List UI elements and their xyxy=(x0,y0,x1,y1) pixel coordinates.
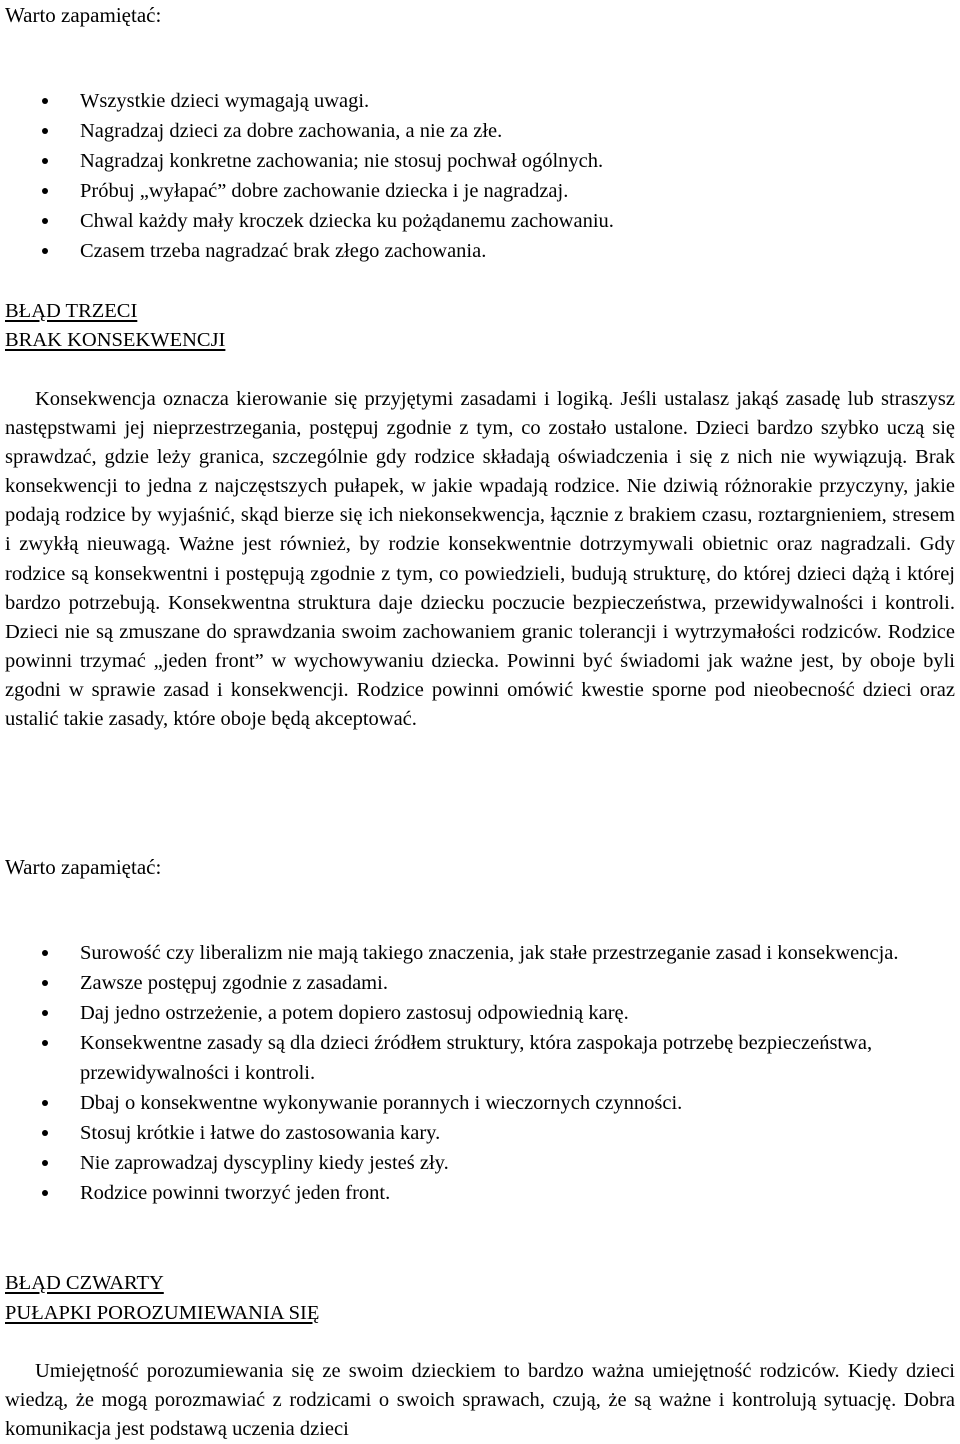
list-item xyxy=(0,968,900,998)
error-three-title: BŁĄD TRZECI xyxy=(5,300,138,322)
list-item-text: Czasem trzeba nagradzać brak złego zachowania. xyxy=(80,240,487,262)
error-three-paragraph xyxy=(5,385,955,734)
bullet-icon xyxy=(42,1130,48,1136)
paragraph-text: Umiejętność porozumiewania się ze swoim dzieckiem to bardzo ważna umiejętność rodziców. Kiedy dzieci wiedzą, że mogą porozmawiać z rodzicami o swoich sprawach, czują, że są ważne i kontrolują sytuację. Dobra komunikacja jest podstawą uczenia dzieci xyxy=(5,1360,955,1441)
bullet-icon xyxy=(42,218,48,224)
list-item xyxy=(0,206,900,236)
bullet-icon xyxy=(42,1160,48,1166)
list-item-text: Daj jedno ostrzeżenie, a potem dopiero zastosuj odpowiednią karę. xyxy=(80,1002,629,1024)
list-item xyxy=(0,1148,900,1178)
list-item xyxy=(0,1118,900,1148)
error-four-paragraph xyxy=(5,1357,955,1444)
list-item-text: Zawsze postępuj zgodnie z zasadami. xyxy=(80,972,388,994)
error-four-title: BŁĄD CZWARTY xyxy=(5,1272,164,1294)
bullet-icon xyxy=(42,248,48,254)
list-item xyxy=(0,938,900,968)
list-item xyxy=(0,1178,900,1208)
list-item xyxy=(0,998,900,1028)
list-item-text: Nagradzaj dzieci za dobre zachowania, a nie za złe. xyxy=(80,120,503,142)
list-item-text: Stosuj krótkie i łatwe do zastosowania kary. xyxy=(80,1122,441,1144)
bullet-icon xyxy=(42,980,48,986)
list-item-text: Surowość czy liberalizm nie mają takiego znaczenia, jak stałe przestrzeganie zasad i konsekwencja. xyxy=(80,942,899,964)
paragraph-text: Konsekwencja oznacza kierowanie się przyjętymi zasadami i logiką. Jeśli ustalasz jakąś zasadę lub straszysz następstwami jej nieprzestrzegania, postępuj zgodnie z tym, co zostało ustalone. Dzieci bardzo szybko uczą się sprawdzać, gdzie leży granica, szczególnie gdy rodzice składają oświadczenia i się z nich nie wywiązują. Brak konsekwencji to jedna z najczęstszych pułapek, w jakie wpadają rodzice. Nie dziwią różnorakie przyczyny, jakie podają rodzice by wyjaśnić, skąd bierze się ich niekonsekwencja, łącznie z brakiem czasu, roztargnieniem, stresem i zwykłą nieuwagą. Ważne jest również, by rodzie konsekwentnie dotrzymywali obietnic oraz nagradzali. Gdy rodzice są konsekwentni i postępują zgodnie z tym, co powiedzieli, budują strukturę, do której dzieci dążą i której bardzo potrzebują. Konsekwentna struktura daje dziecku poczucie bezpieczeństwa, przewidywalności i kontroli. Dzieci nie są zmuszane do sprawdzania swoim zachowaniem granic tolerancji i wytrzymałości rodziców. Rodzice powinni trzymać „jeden front” w wychowywaniu dziecka. Powinni być świadomi jak ważne jest, by oboje byli zgodni w sprawie zasad i konsekwencji. Rodzice powinni omówić kwestie sporne pod nieobecność dzieci oraz ustalić takie zasady, które oboje będą akceptować. xyxy=(5,388,955,731)
list-item xyxy=(0,116,900,146)
list-item-text: Konsekwentne zasady są dla dzieci źródłem struktury, która zaspokaja potrzebę bezpieczeństwa, przewidywalności i kontroli. xyxy=(80,1032,873,1084)
bullet-icon xyxy=(42,158,48,164)
bullet-icon xyxy=(42,950,48,956)
bullet-icon xyxy=(42,98,48,104)
error-four-subtitle: PUŁAPKI POROZUMIEWANIA SIĘ xyxy=(5,1302,320,1324)
list-item xyxy=(0,236,900,266)
bullet-icon xyxy=(42,128,48,134)
list-item-text: Nie zaprowadzaj dyscypliny kiedy jesteś zły. xyxy=(80,1152,449,1174)
section-heading: Warto zapamiętać: xyxy=(5,855,162,879)
bullet-icon xyxy=(42,188,48,194)
list-item-text: Wszystkie dzieci wymagają uwagi. xyxy=(80,90,370,112)
list-item-text: Nagradzaj konkretne zachowania; nie stosuj pochwał ogólnych. xyxy=(80,150,604,172)
list-item-text: Rodzice powinni tworzyć jeden front. xyxy=(80,1182,391,1204)
error-three-subtitle: BRAK KONSEKWENCJI xyxy=(5,329,226,351)
section-heading: Warto zapamiętać: xyxy=(5,3,162,27)
list-item xyxy=(0,86,900,116)
bullet-icon xyxy=(42,1040,48,1046)
list-item xyxy=(0,146,900,176)
bullet-icon xyxy=(42,1100,48,1106)
list-item-text: Dbaj o konsekwentne wykonywanie porannych i wieczornych czynności. xyxy=(80,1092,683,1114)
list-item-text: Chwal każdy mały kroczek dziecka ku pożądanemu zachowaniu. xyxy=(80,210,614,232)
bullet-icon xyxy=(42,1190,48,1196)
list-item-text: Próbuj „wyłapać” dobre zachowanie dziecka i je nagradzaj. xyxy=(80,180,569,202)
list-item xyxy=(0,1028,900,1088)
bullet-list xyxy=(0,86,900,266)
list-item xyxy=(0,176,900,206)
bullet-icon xyxy=(42,1010,48,1016)
list-item xyxy=(0,1088,900,1118)
bullet-list xyxy=(0,938,900,1208)
